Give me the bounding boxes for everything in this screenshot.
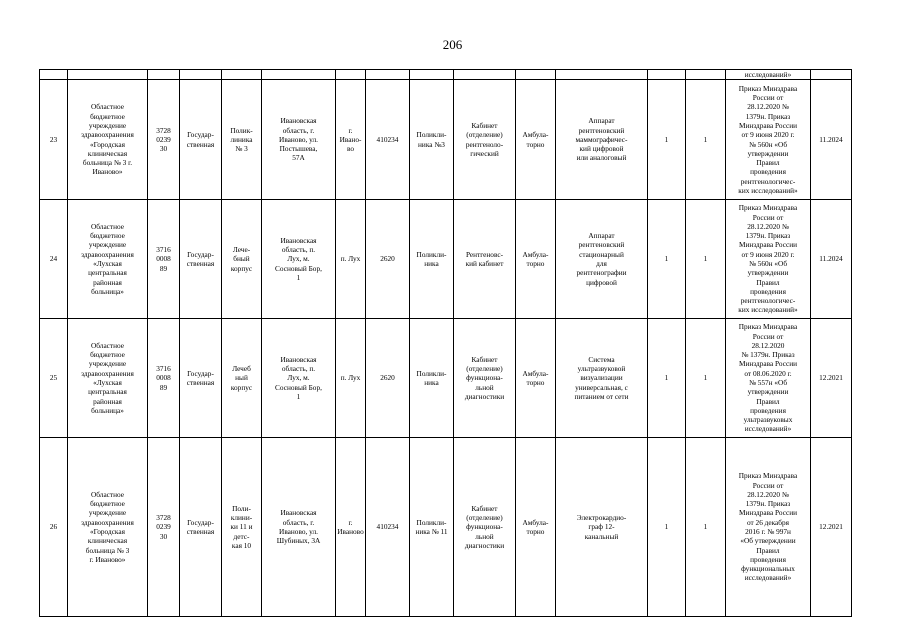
cell-qty-a: 1 (648, 80, 686, 200)
cell-building: Полик- линика № 3 (222, 80, 262, 200)
cell-division: Поликли- ника (410, 319, 454, 438)
cell-room: Рентгеновс- кий кабинет (454, 200, 516, 319)
cell-room: Кабинет (отделение) функциона- льной диагностики (454, 438, 516, 617)
cell-date: 12.2021 (811, 438, 852, 617)
cell-address: Ивановская область, г. Иваново, ул. Постышева, 57А (262, 80, 336, 200)
cell-address: Ивановская область, г. Иваново, ул. Шубиных, 3А (262, 438, 336, 617)
cell-equipment: Электрокардио- граф 12- канальный (556, 438, 648, 617)
cell-code: 3728 0239 30 (148, 80, 180, 200)
cell-equipment: Аппарат рентгеновский маммографичес- кий цифровой или аналоговый (556, 80, 648, 200)
cell-address: Ивановская область, п. Лух, м. Сосновый Бор, 1 (262, 319, 336, 438)
table-row (40, 200, 852, 319)
cell-qty-b: 1 (686, 200, 726, 319)
cell-ownership: Государ- ственная (180, 80, 222, 200)
cell-standard: Приказ Минздрава России от 28.12.2020 № 1379н. Приказ Минздрава России от 08.06.2020 г. № 557н «Об утверждении Правил проведения ультразвуковых исследований» (726, 319, 811, 438)
cell-care-type: Амбула- торно (516, 438, 556, 617)
cell-qty-b: 1 (686, 319, 726, 438)
cell-standard: Приказ Минздрава России от 28.12.2020 № 1379н. Приказ Минздрава России от 9 июня 2020 г. № 560н «Об утверждении Правил проведения рентгенологичес- ких исследований» (726, 80, 811, 200)
cell-postcode: 2620 (366, 200, 410, 319)
cell-postcode: 2620 (366, 319, 410, 438)
cell-standard: Приказ Минздрава России от 28.12.2020 № 1379н. Приказ Минздрава России от 9 июня 2020 г. № 560н «Об утверждении Правил проведения рентгенологичес- ких исследований» (726, 200, 811, 319)
cell-postcode: 410234 (366, 80, 410, 200)
cell-room: Кабинет (отделение) рентгеноло- гический (454, 80, 516, 200)
cell-care-type: Амбула- торно (516, 200, 556, 319)
cell-org: Областное бюджетное учреждение здравоохранения «Лухская центральная районная больница» (68, 200, 148, 319)
cell-qty-a: 1 (648, 438, 686, 617)
page-number: 206 (442, 37, 463, 52)
cell-num: 25 (40, 319, 68, 438)
equipment-table (39, 69, 852, 617)
cell-standard: Приказ Минздрава России от 28.12.2020 № 1379н. Приказ Минздрава России от 26 декабря 2016 г. № 997н «Об утверждении Правил проведения функциональных исследований» (726, 438, 811, 617)
table-row (40, 319, 852, 438)
cell-room: Кабинет (отделение) функциона- льной диагностики (454, 319, 516, 438)
cell-equipment: Аппарат рентгеновский стационарный для рентгенографии цифровой (556, 200, 648, 319)
cell-ownership: Государ- ственная (180, 438, 222, 617)
cell-qty-a: 1 (648, 200, 686, 319)
cell-building: Лечеб ный корпус (222, 319, 262, 438)
cell-date: 12.2021 (811, 319, 852, 438)
cell-num: 24 (40, 200, 68, 319)
cell-division: Поликли- ника № 11 (410, 438, 454, 617)
cell-org: Областное бюджетное учреждение здравоохранения «Городская клиническая больница № 3 г. Иваново» (68, 438, 148, 617)
cell-ownership: Государ- ственная (180, 319, 222, 438)
cell-code: 3716 0008 89 (148, 319, 180, 438)
cell-postcode: 410234 (366, 438, 410, 617)
cell-city: г. Иваново (336, 438, 366, 617)
table-row (40, 438, 852, 617)
cell-building: Поли- клини- ки 11 и детс- кая 10 (222, 438, 262, 617)
cell-org: Областное бюджетное учреждение здравоохранения «Лухская центральная районная больница» (68, 319, 148, 438)
cell-standard: исследований» (726, 70, 811, 80)
cell-date: 11.2024 (811, 80, 852, 200)
table-row (40, 80, 852, 200)
cell-care-type: Амбула- торно (516, 80, 556, 200)
cell-code: 3728 0239 30 (148, 438, 180, 617)
cell-num: 26 (40, 438, 68, 617)
cell-qty-b: 1 (686, 438, 726, 617)
cell-building: Лече- бный корпус (222, 200, 262, 319)
cell-city: п. Лух (336, 319, 366, 438)
cell-date: 11.2024 (811, 200, 852, 319)
cell-ownership: Государ- ственная (180, 200, 222, 319)
cell-num: 23 (40, 80, 68, 200)
cell-city: г. Ивано- во (336, 80, 366, 200)
cell-org: Областное бюджетное учреждение здравоохранения «Городская клиническая больница № 3 г. Иваново» (68, 80, 148, 200)
cell-care-type: Амбула- торно (516, 319, 556, 438)
cell-code: 3716 0008 89 (148, 200, 180, 319)
cell-address: Ивановская область, п. Лух, м. Сосновый Бор, 1 (262, 200, 336, 319)
cell-city: п. Лух (336, 200, 366, 319)
cell-division: Поликли- ника (410, 200, 454, 319)
cell-qty-a: 1 (648, 319, 686, 438)
table-row (40, 70, 852, 80)
cell-equipment: Система ультразвуковой визуализации универсальная, с питанием от сети (556, 319, 648, 438)
cell-qty-b: 1 (686, 80, 726, 200)
cell-division: Поликли- ника №3 (410, 80, 454, 200)
